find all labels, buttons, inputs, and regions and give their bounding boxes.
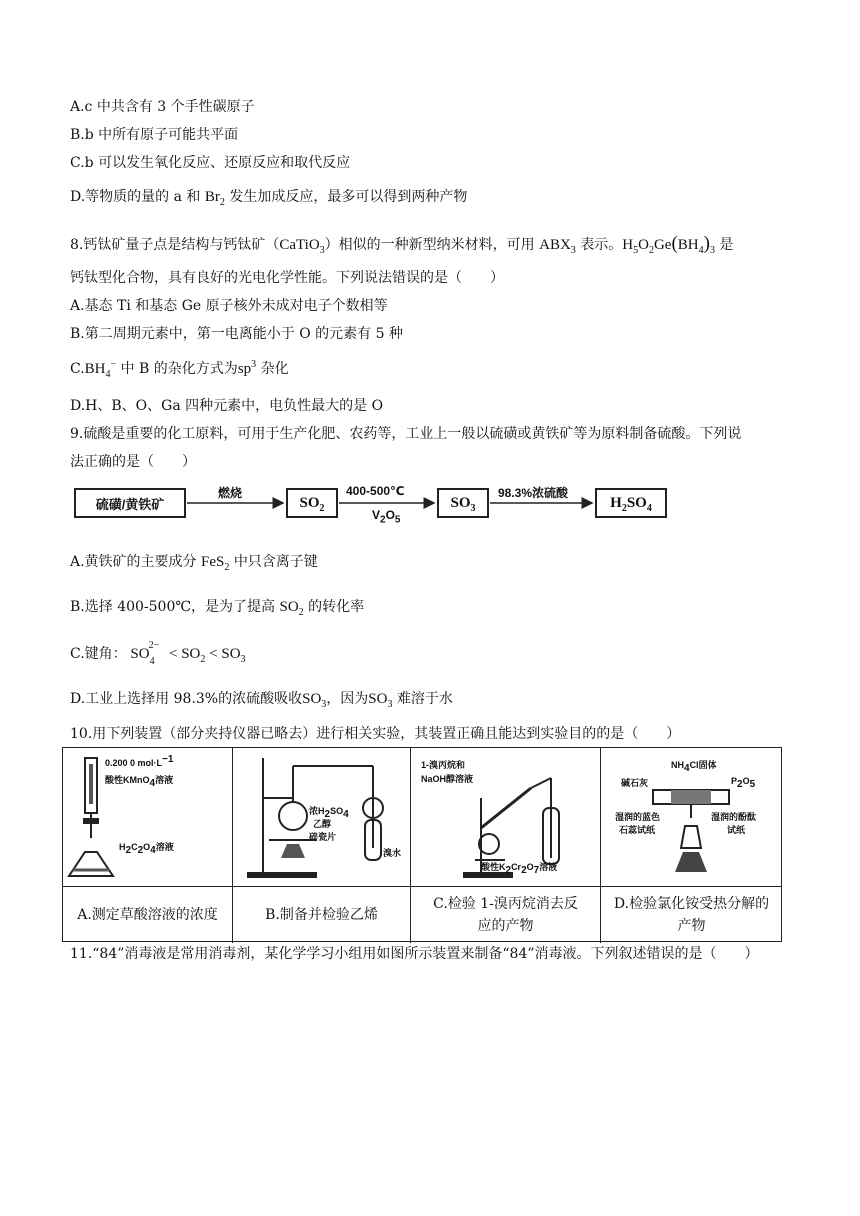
q9-b-pre: B.选择 400-500℃，是为了提高 <box>70 599 276 615</box>
q8-option-b: B.第二周期元素中，第一电离能小于 O 的元素有 5 种 <box>70 326 403 342</box>
label-c-bromopropane: 1-溴丙烷和 <box>421 760 466 770</box>
caption-a: A.测定草酸溶液的浓度 <box>63 886 233 943</box>
q9-d-post: 难溶于水 <box>396 691 453 707</box>
q9-option-b: B.选择 400-500℃，是为了提高 $SO_2$ 的转化率 <box>70 599 365 618</box>
label-b-ethanol: 乙醇 <box>313 819 332 829</box>
label-d-blue-litmus-1: 湿润的蓝色 <box>615 812 661 822</box>
label-a-concentration: 0.200 0 $mol\cdot L^{-1}$ <box>105 754 174 768</box>
q9-a-pre: A.黄铁矿的主要成分 <box>70 554 197 570</box>
q9-d-pre: D.工业上选择用 98.3%的浓硫酸吸收 <box>70 691 303 707</box>
q11-stem: 11.“84”消毒液是常用消毒剂，某化学学习小组用如图所示装置来制备“84”消毒液。下列叙述错误的是（ ） <box>70 946 759 962</box>
q7-d-pre: D.等物质的量的 a 和 <box>70 189 201 205</box>
q8-c-pre: C. <box>70 361 85 377</box>
flow-step1-label: 燃烧 <box>218 486 243 500</box>
q9-d-mid: ，因为 <box>326 691 369 707</box>
q9-stem-line2: 法正确的是（ ） <box>70 454 196 470</box>
q9-b-post: 的转化率 <box>308 599 365 615</box>
flow-box-start: 硫磺/黄铁矿 <box>74 488 186 518</box>
q8-stem-pre: 8.钙钛矿量子点是结构与钙钛矿（ <box>70 237 280 253</box>
q8-option-d: D.H、B、O、Ga 四种元素中，电负性最大的是 O <box>70 398 384 414</box>
label-d-blue-litmus-2: 石蕊试纸 <box>619 825 656 835</box>
flow-step3-label: 98.3%浓硫酸 <box>498 486 569 500</box>
q7-option-c: C.b 可以发生氧化反应、还原反应和取代反应 <box>70 155 351 171</box>
label-d-phenolphthalein-1: 湿润的酚酞 <box>711 812 757 822</box>
label-b-h2so4: 浓$H_2SO_4$ <box>309 806 349 820</box>
q8-stem-mid: ）相似的一种新型纳米材料，可用 <box>324 237 535 253</box>
caption-d: D.检验氯化铵受热分解的产物 <box>601 886 782 943</box>
q8-stem-line1: 8.钙钛矿量子点是结构与钙钛矿（CaTiO$_3$）相似的一种新型纳米材料，可用 $ABX_3$ 表示。$H_5O_2Ge(BH_4)_3$ 是 <box>70 233 734 256</box>
flow-step2-label: 400-500℃ <box>346 484 405 498</box>
q8-c-end: 杂化 <box>260 361 289 377</box>
label-b-bromine-water: 溴水 <box>383 848 402 858</box>
flow-box-h2so4: $H_2SO_4$ <box>595 488 667 518</box>
apparatus-d-image <box>601 748 782 886</box>
label-b-porcelain: 碎瓷片 <box>309 832 337 842</box>
label-d-nh4cl: $NH_4Cl$固体 <box>671 760 717 774</box>
titration-apparatus-icon <box>63 748 233 886</box>
flow-box-so2: $SO_2$ <box>286 488 338 518</box>
sulfuric-acid-flow-diagram <box>74 482 674 528</box>
apparatus-a-image <box>63 748 233 886</box>
q9-c-pre: C.键角： <box>70 646 127 662</box>
q9-a-post: 中只含离子键 <box>233 554 318 570</box>
caption-c: C.检验 1-溴丙烷消去反应的产物 <box>411 886 601 943</box>
apparatus-c-image <box>411 748 601 886</box>
flow-catalyst-label: $V_2O_5$ <box>372 508 401 526</box>
q8-option-c: $C.BH_4^-$ 中 B 的杂化方式为$sp^3$ 杂化 <box>70 359 289 380</box>
label-c-naoh: NaOH醇溶液 <box>421 774 474 784</box>
apparatus-table <box>62 747 782 942</box>
flow-box-so3: $SO_3$ <box>437 488 489 518</box>
q10-stem: 10.用下列装置（部分夹持仪器已略去）进行相关实验，其装置正确且能达到实验目的的是（ ） <box>70 726 681 742</box>
q9-option-a: A.黄铁矿的主要成分 FeS$_2$ 中只含离子键 <box>70 554 318 573</box>
label-d-phenolphthalein-2: 试纸 <box>727 825 746 835</box>
q7-d-post: 发生加成反应，最多可以得到两种产物 <box>229 189 468 205</box>
label-c-dichromate: 酸性$K_2Cr_2O_7$溶液 <box>481 862 558 876</box>
q9-stem-line1: 9.硫酸是重要的化工原料，可用于生产化肥、农药等，工业上一般以硫磺或黄铁矿等为原料制备硫酸。下列说 <box>70 426 742 442</box>
q8-stem-mid2: 表示。 <box>580 237 623 253</box>
q7-option-d: D.等物质的量的 a 和 $Br_2$ 发生加成反应，最多可以得到两种产物 <box>70 189 468 208</box>
label-d-p2o5: $P_2O_5$ <box>731 776 756 790</box>
q7-option-a: A.c 中共含有 3 个手性碳原子 <box>70 99 255 115</box>
q8-option-a: A.基态 Ti 和基态 Ge 原子核外未成对电子个数相等 <box>70 298 388 314</box>
q8-stem-end: 是 <box>719 237 734 253</box>
q7-option-b: B.b 中所有原子可能共平面 <box>70 127 239 143</box>
label-a-kmno4: 酸性KMnO$_4$溶液 <box>105 775 174 789</box>
label-a-oxalic: $H_2C_2O_4$溶液 <box>119 842 174 856</box>
caption-b: B.制备并检验乙烯 <box>233 886 411 943</box>
apparatus-b-image <box>233 748 411 886</box>
q8-stem-line2: 钙钛型化合物，具有良好的光电化学性能。下列说法错误的是（ ） <box>70 270 504 286</box>
q9-option-d: D.工业上选择用 98.3%的浓硫酸吸收$SO_3$，因为$SO_3$ 难溶于水 <box>70 691 453 710</box>
label-d-sodalime: 碱石灰 <box>621 778 649 788</box>
q9-option-c: C.键角： $SO_4^{2-} < SO_2 < SO_3$ <box>70 640 246 667</box>
q8-c-mid: 中 B 的杂化方式为 <box>120 361 238 377</box>
